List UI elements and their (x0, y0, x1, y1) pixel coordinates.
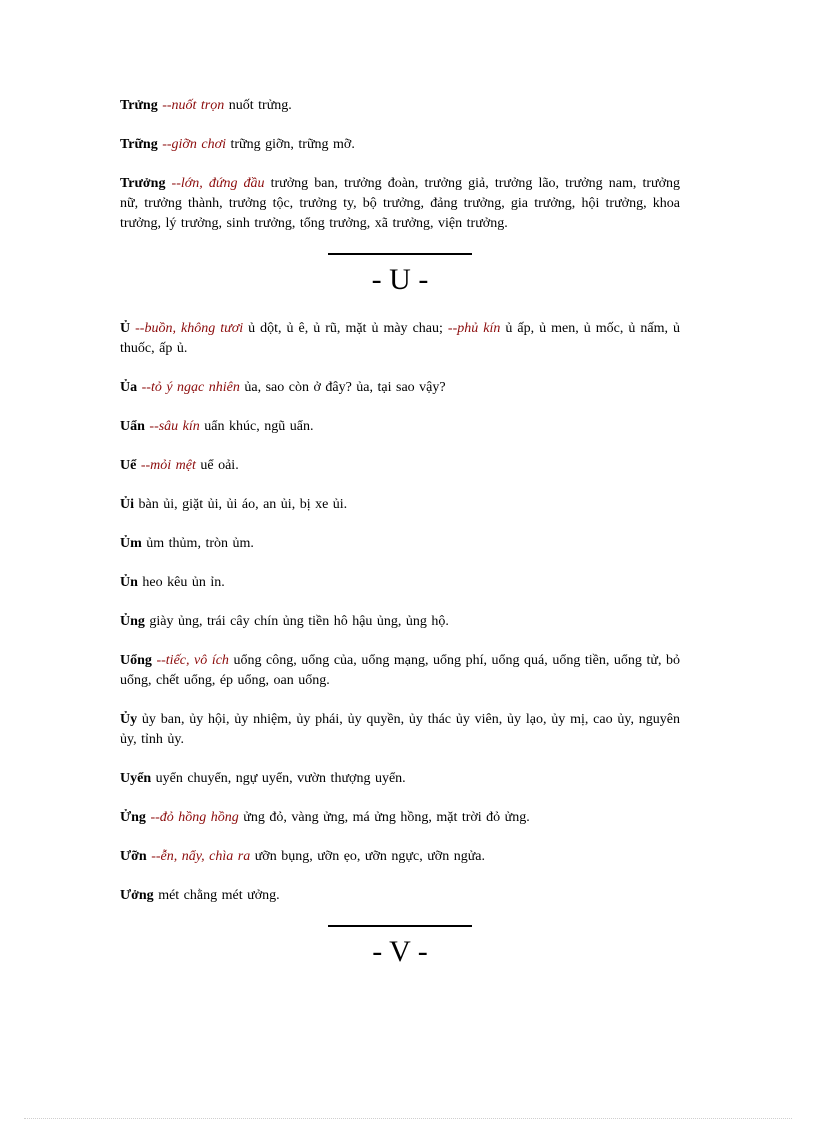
entry-headword: Trưởng (120, 176, 166, 191)
dictionary-entry (120, 417, 680, 437)
entry-gloss: --giỡn chơi (162, 137, 226, 152)
entry-examples: giày ủng, trái cây chín ủng tiền hô hậu ủng, ủng hộ. (144, 614, 449, 629)
entry-headword: Trững (120, 137, 158, 152)
section-divider (328, 925, 472, 927)
dictionary-entry (120, 886, 680, 906)
entry-gloss: --nuốt trọn (162, 98, 225, 113)
dictionary-entry (120, 534, 680, 554)
entry-examples: trững giỡn, trững mỡ. (225, 137, 355, 152)
entry-headword: Ủn (120, 575, 138, 590)
entry-examples: ủy ban, ủy hội, ủy nhiệm, ủy phái, ủy quyền, ủy thác ủy viên, ủy lạo, ủy mị, cao ủy, nguyên ủy, tỉnh ủy. (120, 712, 680, 747)
dictionary-entry (120, 495, 680, 515)
page-bottom-border (24, 1118, 792, 1119)
entry-gloss: --tiếc, vô ích (156, 653, 229, 668)
entry-headword: Ủ (120, 321, 131, 336)
entry-headword: Uyển (120, 771, 152, 786)
entries-u (120, 319, 680, 906)
dictionary-entry (120, 378, 680, 398)
dictionary-entry (120, 573, 680, 593)
dictionary-entry (120, 847, 680, 867)
dictionary-entry (120, 808, 680, 828)
entry-gloss: --mỏi mệt (140, 458, 196, 473)
entry-headword: Ủm (120, 536, 142, 551)
dictionary-entry (120, 651, 680, 691)
entry-headword: Ưỡn (120, 849, 147, 864)
entry-gloss: --tỏ ý ngạc nhiên (141, 380, 240, 395)
dictionary-entry (120, 612, 680, 632)
entry-headword: Uổng (120, 653, 152, 668)
entry-examples-secondary: ủ ấp, ủ men, ủ mốc, ủ nấm, ủ thuốc, ấp ủ. (120, 321, 680, 356)
entry-examples: bàn ủi, giặt ủi, ủi áo, an ủi, bị xe ủi. (134, 497, 348, 512)
document-page (120, 96, 680, 991)
entry-examples: uyển chuyển, ngự uyển, vườn thượng uyển. (151, 771, 406, 786)
entry-headword: Uể (120, 458, 137, 473)
dictionary-entry (120, 710, 680, 750)
entry-examples: mét chằng mét ưởng. (153, 888, 280, 903)
entry-headword: Ủa (120, 380, 138, 395)
dictionary-entry (120, 135, 680, 155)
entry-examples: ủm thủm, tròn ủm. (141, 536, 254, 551)
entry-gloss: --lớn, đứng đầu (171, 176, 265, 191)
dictionary-entry (120, 96, 680, 116)
entry-gloss: --đỏ hồng hồng (150, 810, 239, 825)
section-heading-u (120, 253, 680, 297)
entry-headword: Ủi (120, 497, 134, 512)
entry-examples: uể oải. (195, 458, 239, 473)
entry-headword: Trửng (120, 98, 158, 113)
entry-gloss-secondary: --phủ kín (447, 321, 501, 336)
dictionary-entry (120, 319, 680, 359)
section-letter: - U - (371, 263, 429, 296)
entry-examples: uẩn khúc, ngũ uẩn. (199, 419, 314, 434)
entry-examples: ủa, sao còn ở đây? ủa, tại sao vậy? (239, 380, 446, 395)
entry-examples: nuốt trửng. (224, 98, 292, 113)
entry-headword: Ửng (120, 810, 146, 825)
entry-gloss: --sâu kín (149, 419, 200, 434)
entry-examples: ưỡn bụng, ưỡn ẹo, ưỡn ngực, ưỡn ngửa. (250, 849, 486, 864)
dictionary-entry (120, 174, 680, 234)
entry-examples: trưởng ban, trưởng đoàn, trưởng giả, trưởng lão, trưởng nam, trưởng nữ, trưởng thành, trưởng tộc, trưởng ty, bộ trưởng, đảng trưởng, gia trưởng, hội trưởng, khoa trưởng, lý trưởng, sinh trưởng, tổng trưởng, xã trưởng, viện trưởng. (120, 176, 681, 231)
entry-gloss: --buồn, không tươi (135, 321, 244, 336)
entry-headword: Ủng (120, 614, 145, 629)
section-divider (328, 253, 472, 255)
entry-headword: Uẩn (120, 419, 145, 434)
dictionary-entry (120, 769, 680, 789)
entry-examples: uổng công, uổng của, uổng mạng, uổng phí, uổng quá, uổng tiền, uổng tử, bỏ uổng, chết uổng, ép uổng, oan uổng. (120, 653, 680, 688)
entry-headword: Ưởng (120, 888, 154, 903)
dictionary-entry (120, 456, 680, 476)
entry-examples: heo kêu ủn ỉn. (137, 575, 225, 590)
entry-examples: ủ dột, ủ ê, ủ rũ, mặt ủ mày chau; (243, 321, 448, 336)
entries-top (120, 96, 680, 234)
section-letter: - V - (372, 935, 428, 968)
entry-gloss: --ễn, nẩy, chìa ra (151, 849, 251, 864)
section-heading-v (120, 925, 680, 969)
entry-headword: Ủy (120, 712, 138, 727)
entry-examples: ửng đỏ, vàng ửng, má ửng hồng, mặt trời đỏ ửng. (238, 810, 530, 825)
